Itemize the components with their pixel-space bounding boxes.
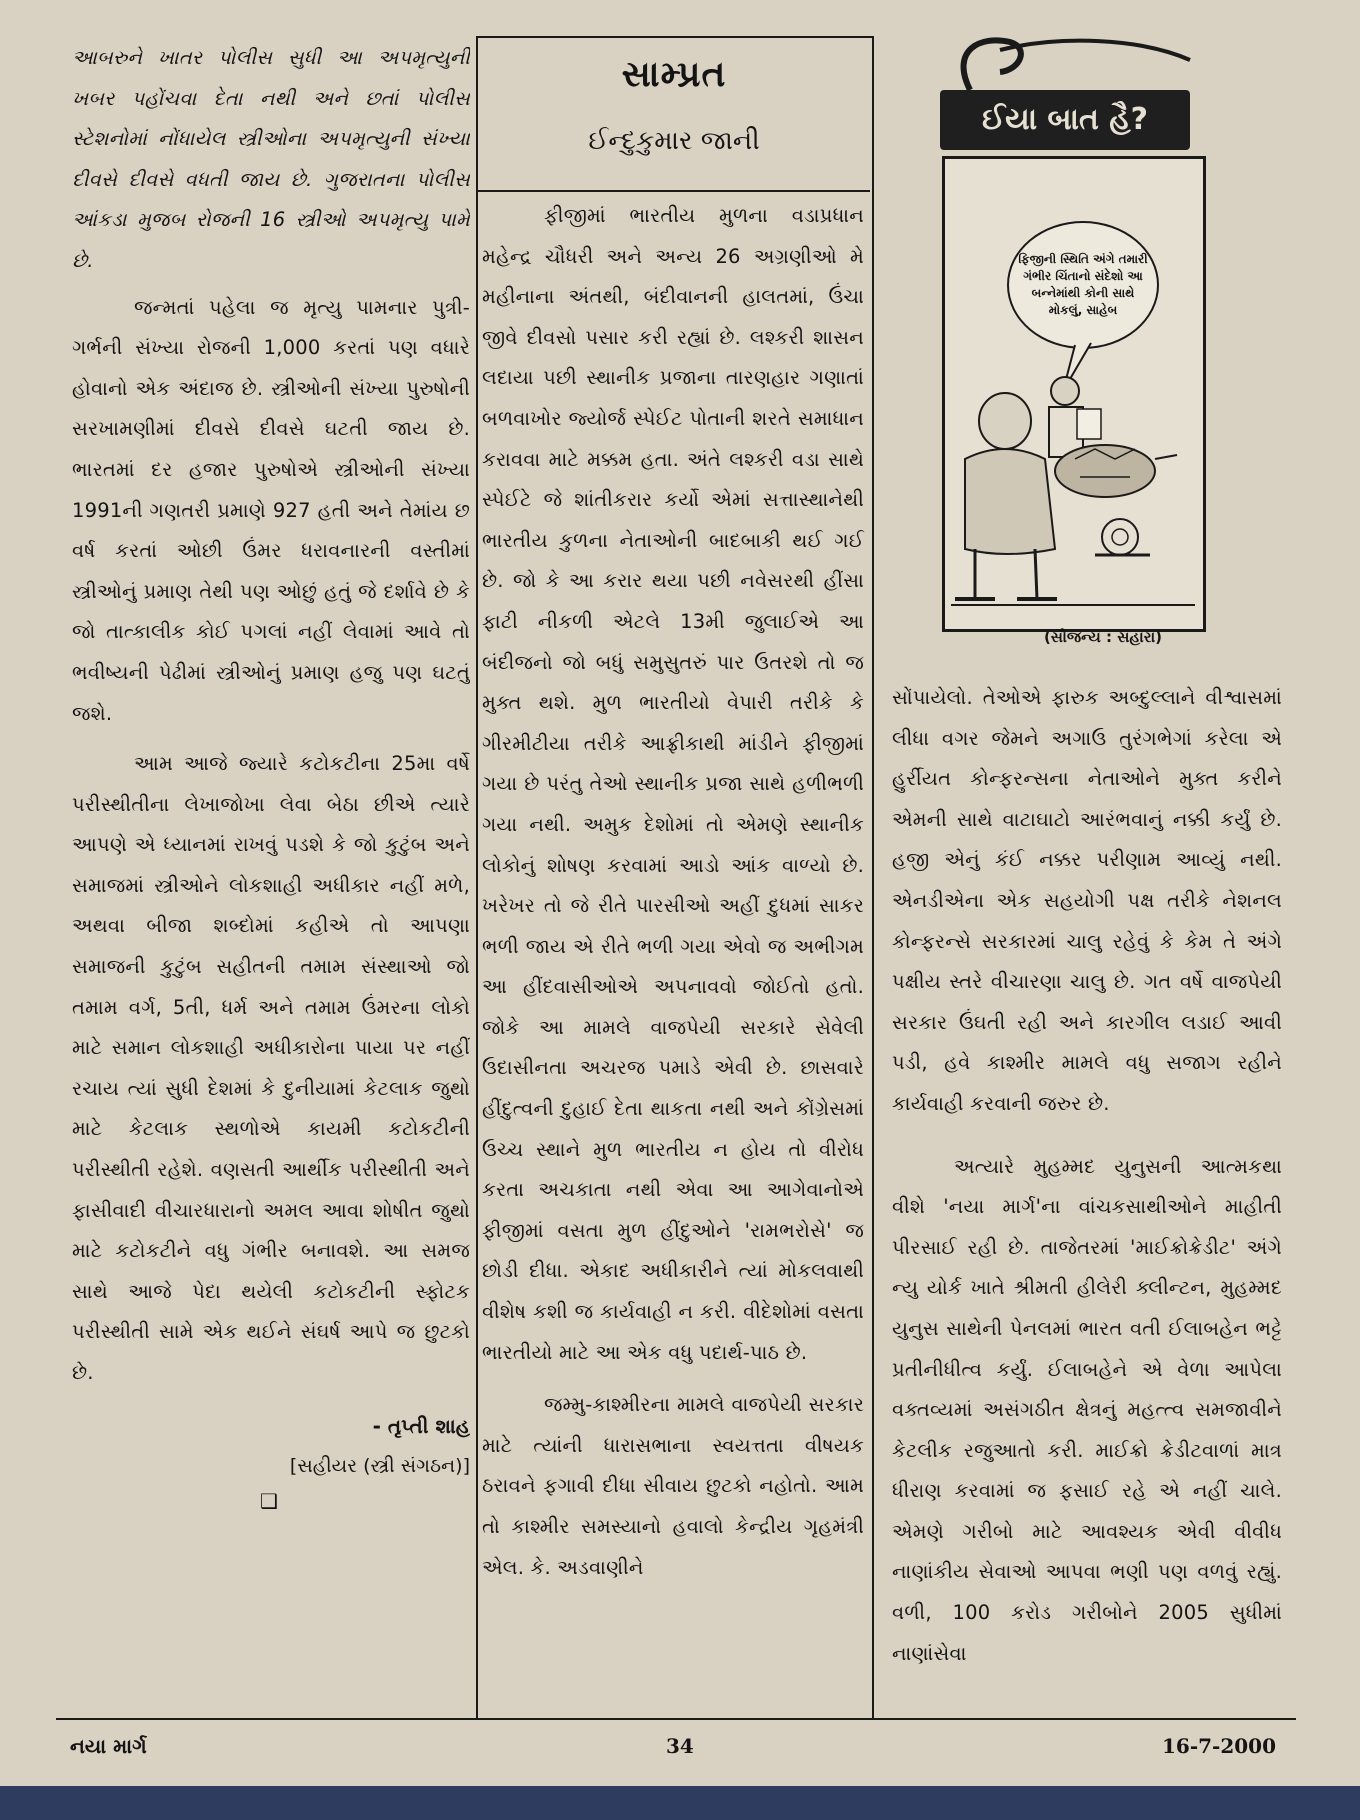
column-middle-paragraph-2: જમ્મુ-કાશ્મીરના મામલે વાજપેયી સરકાર માટે ત્યાંની ધારાસભાના સ્વયત્તતા વીષયક ઠરાવને ફગાવી દીધા સીવાય છુટકો નહોતો. આમ તો કાશ્મીર સમસ્યાનો હવાલો કેન્દ્રીય ગૃહમંત્રી એલ. કે. અડવાણીને	[482, 1393, 864, 1579]
column-left-author: - તૃપ્તી શાહ	[372, 1413, 470, 1438]
column-left-paragraph-2: જન્મતાં પહેલા જ મૃત્યુ પામનાર પુત્રી-ગર્ભની સંખ્યા રોજની 1,000 કરતાં પણ વધારે હોવાનો એક અંદાજ છે. સ્ત્રીઓની સંખ્યા પુરુષોની સરખામણીમાં દીવસે દીવસે ઘટતી જાય છે. ભારતમાં દર હજાર પુરુષોએ સ્ત્રીઓની સંખ્યા 1991ની ગણતરી પ્રમાણે 927 હતી અને તેમાંય છ વર્ષ કરતાં ઓછી ઉંમર ધરાવનારની વસ્તીમાં સ્ત્રીઓનું પ્રમાણ તેથી પણ ઓછું હતું જે દર્શાવે છે કે જો તાત્કાલીક કોઈ પગલાં નહીં લેવામાં આવે તો ભવીષ્યની પેઢીમાં સ્ત્રીઓનું પ્રમાણ હજુ પણ ઘટતું જશે.	[72, 295, 470, 725]
cartoon	[940, 30, 1285, 652]
column-byline: ઈન્દુકુમાર જાની	[588, 126, 760, 156]
column-divider-right	[872, 36, 874, 1718]
column-left-organisation: [સહીયર (સ્ત્રી સંગઠન)]	[289, 1454, 470, 1477]
cartoon-frame	[942, 156, 1206, 632]
column-left-paragraph-1: આબરુને ખાતર પોલીસ સુધી આ અપમૃત્યુની ખબર પહોંચવા દેતા નથી અને છતાં પોલીસ સ્ટેશનોમાં નોંધાયેલ સ્ત્રીઓના અપમૃત્યુની સંખ્યા દીવસે દીવસે વધતી જાય છે. ગુજરાતના પોલીસ આંકડા મુજબ રોજની 16 સ્ત્રીઓ અપમૃત્યુ પામે છે.	[72, 46, 470, 272]
column-right	[892, 678, 1282, 1674]
cartoon-drawing-icon	[945, 159, 1199, 619]
column-header	[478, 38, 870, 192]
column-middle-paragraph-1: ફીજીમાં ભારતીય મુળના વડાપ્રધાન મહેન્દ્ર ચૌધરી અને અન્ય 26 અગ્રણીઓ મે મહીનાના અંતથી, બંદીવાનની હાલતમાં, ઉંચા જીવે દીવસો પસાર કરી રહ્યાં છે. લશ્કરી શાસન લદાયા પછી સ્થાનીક પ્રજાના તારણહાર ગણાતાં બળવાખોર જ્યોર્જ સ્પેઈટ પોતાની શરતે સમાધાન કરાવવા માટે મક્કમ હતા. અંતે લશ્કરી વડા સાથે સ્પેઈટે જે શાંતીકરાર કર્યો એમાં સત્તાસ્થાનેથી ભારતીય કુળના નેતાઓની બાદબાકી થઈ ગઈ છે. જો કે આ કરાર થયા પછી નવેસરથી હીંસા ફાટી નીકળી એટલે 13મી જુલાઈએ આ બંદીજનો જો બધું સમુસુતરું પાર ઉતરશે તો જ મુક્ત થશે. મુળ ભારતીયો વેપારી તરીકે કે ગીરમીટીયા તરીકે આફ્રીકાથી માંડીને ફીજીમાં ગયા છે પરંતુ તેઓ સ્થાનીક પ્રજા સાથે હળીભળી ગયા નથી. અમુક દેશોમાં તો એમણે સ્થાનીક લોકોનું શોષણ કરવામાં આડો આંક વાળ્યો છે. ખરેખર તો જે રીતે પારસીઓ અહીં દુધમાં સાકર ભળી જાય એ રીતે ભળી ગયા એવો જ અભીગમ આ હીંદવાસીઓએ અપનાવવો જોઈતો હતો. જોકે આ મામલે વાજપેયી સરકારે સેવેલી ઉદાસીનતા અચરજ પમાડે એવી છે. છાસવારે હીંદુત્વની દુહાઈ દેતા થાકતા નથી અને કોંગ્રેસમાં ઉચ્ચ સ્થાને મુળ ભારતીય ન હોય તો વીરોધ કરતા અચકાતા નથી એવા આ આગેવાનોએ ફીજીમાં વસતા મુળ હીંદુઓને 'રામભરોસે' જ છોડી દીધા. એકાદ અધીકારીને ત્યાં મોકલવાથી વીશેષ કશી જ કાર્યવાહી ન કરી. વીદેશોમાં વસતા ભારતીયો માટે આ એક વધુ પદાર્થ-પાઠ છે.	[482, 204, 864, 1364]
column-right-paragraph-2: અત્યારે મુહમ્મદ યુનુસની આત્મકથા વીશે 'નયા માર્ગ'ના વાંચકસાથીઓને માહીતી પીરસાઈ રહી છે. તાજેતરમાં 'માઈક્રોક્રેડીટ' અંગે ન્યુ યોર્ક ખાતે શ્રીમતી હીલેરી ક્લીન્ટન, મુહમ્મદ યુનુસ સાથેની પેનલમાં ભારત વતી ઈલાબહેન ભટ્ટે પ્રતીનીધીત્વ કર્યું. ઈલાબહેને એ વેળા આપેલા વક્તવ્યમાં અસંગઠીત ક્ષેત્રનું મહત્ત્વ સમજાવીને કેટલીક રજુઆતો કરી. માઈક્રો ક્રેડીટવાળાં માત્ર ધીરાણ કરવામાં જ ફસાઈ રહે એ નહીં ચાલે. એમણે ગરીબો માટે આવશ્યક એવી વીવીધ નાણાંકીય સેવાઓ આપવા ભણી પણ વળવું રહ્યું. વળી, 100 કરોડ ગરીબોને 2005 સુધીમાં નાણાંસેવા	[892, 1154, 1282, 1665]
column-left-paragraph-3: આમ આજે જ્યારે કટોકટીના 25મા વર્ષે પરીસ્થીતીના લેખાજોખા લેવા બેઠા છીએ ત્યારે આપણે એ ધ્યાનમાં રાખવું પડશે કે જો કુટુંબ અને સમાજમાં સ્ત્રીઓને લોકશાહી અધીકાર નહીં મળે, અથવા બીજા શબ્દોમાં કહીએ તો આપણા સમાજની કુટુંબ સહીતની તમામ સંસ્થાઓ જો તમામ વર્ગ, 5તી, ધર્મ અને તમામ ઉંમરના લોકો માટે સમાન લોકશાહી અધીકારોના પાયા પર નહીં રચાય ત્યાં સુધી દેશમાં કે દુનીયામાં કેટલાક જુથો માટે કેટલાક સ્થળોએ કાયમી કટોકટીની પરીસ્થીતી રહેશે. વણસતી આર્થીક પરીસ્થીતી અને ફાસીવાદી વીચારધારાનો અમલ આવા શોષીત જુથો માટે કટોકટીને વધુ ગંભીર બનાવશે. આ સમજ સાથે આજે પેદા થયેલી કટોકટીની સ્ફોટક પરીસ્થીતી સામે એક થઈને સંઘર્ષ આપે જ છુટકો છે.	[72, 752, 470, 1384]
speech-bubble: ફિજીની સ્થિતિ અંગે તમારી ગંભીર ચિંતાનો સંદેશો આ બન્નેમાંથી કોની સાથે મોકલું, સાહેબ	[1007, 221, 1159, 349]
column-right-paragraph-1: સોંપાયેલો. તેઓએ ફારુક અબ્દુલ્લાને વીશ્વાસમાં લીધા વગર જેમને અગાઉ તુરંગભેગાં કરેલા એ હુર્રીયત કોન્ફરન્સના નેતાઓને મુક્ત કરીને એમની સાથે વાટાઘાટો આરંભવાનું નક્કી કર્યું છે. હજી એનું કંઈ નક્કર પરીણામ આવ્યું નથી. એનડીએના એક સહયોગી પક્ષ તરીકે નેશનલ કોન્ફરન્સે સરકારમાં ચાલુ રહેવું કે કેમ તે અંગે પક્ષીય સ્તરે વીચારણા ચાલુ છે. ગત વર્ષે વાજપેયી સરકાર ઉંઘતી રહી અને કારગીલ લડાઈ આવી પડી, હવે કાશ્મીર મામલે વધુ સજાગ રહીને કાર્યવાહી કરવાની જરુર છે.	[892, 686, 1282, 1115]
cartoon-credit: (સૌજન્ય : સહારા)	[1043, 628, 1163, 646]
cartoon-banner: ઈયા બાત હૈ?	[940, 90, 1190, 150]
column-middle	[470, 196, 870, 1588]
page-number: 34	[666, 1734, 694, 1758]
publication-name: નયા માર્ગ	[70, 1734, 147, 1758]
page-footer	[56, 1726, 1296, 1766]
issue-date: 16-7-2000	[1161, 1734, 1276, 1758]
column-left	[72, 38, 470, 1518]
column-title: સામ્પ્રત	[621, 54, 727, 95]
end-mark: ❑	[260, 1488, 278, 1513]
footer-rule	[56, 1718, 1296, 1720]
